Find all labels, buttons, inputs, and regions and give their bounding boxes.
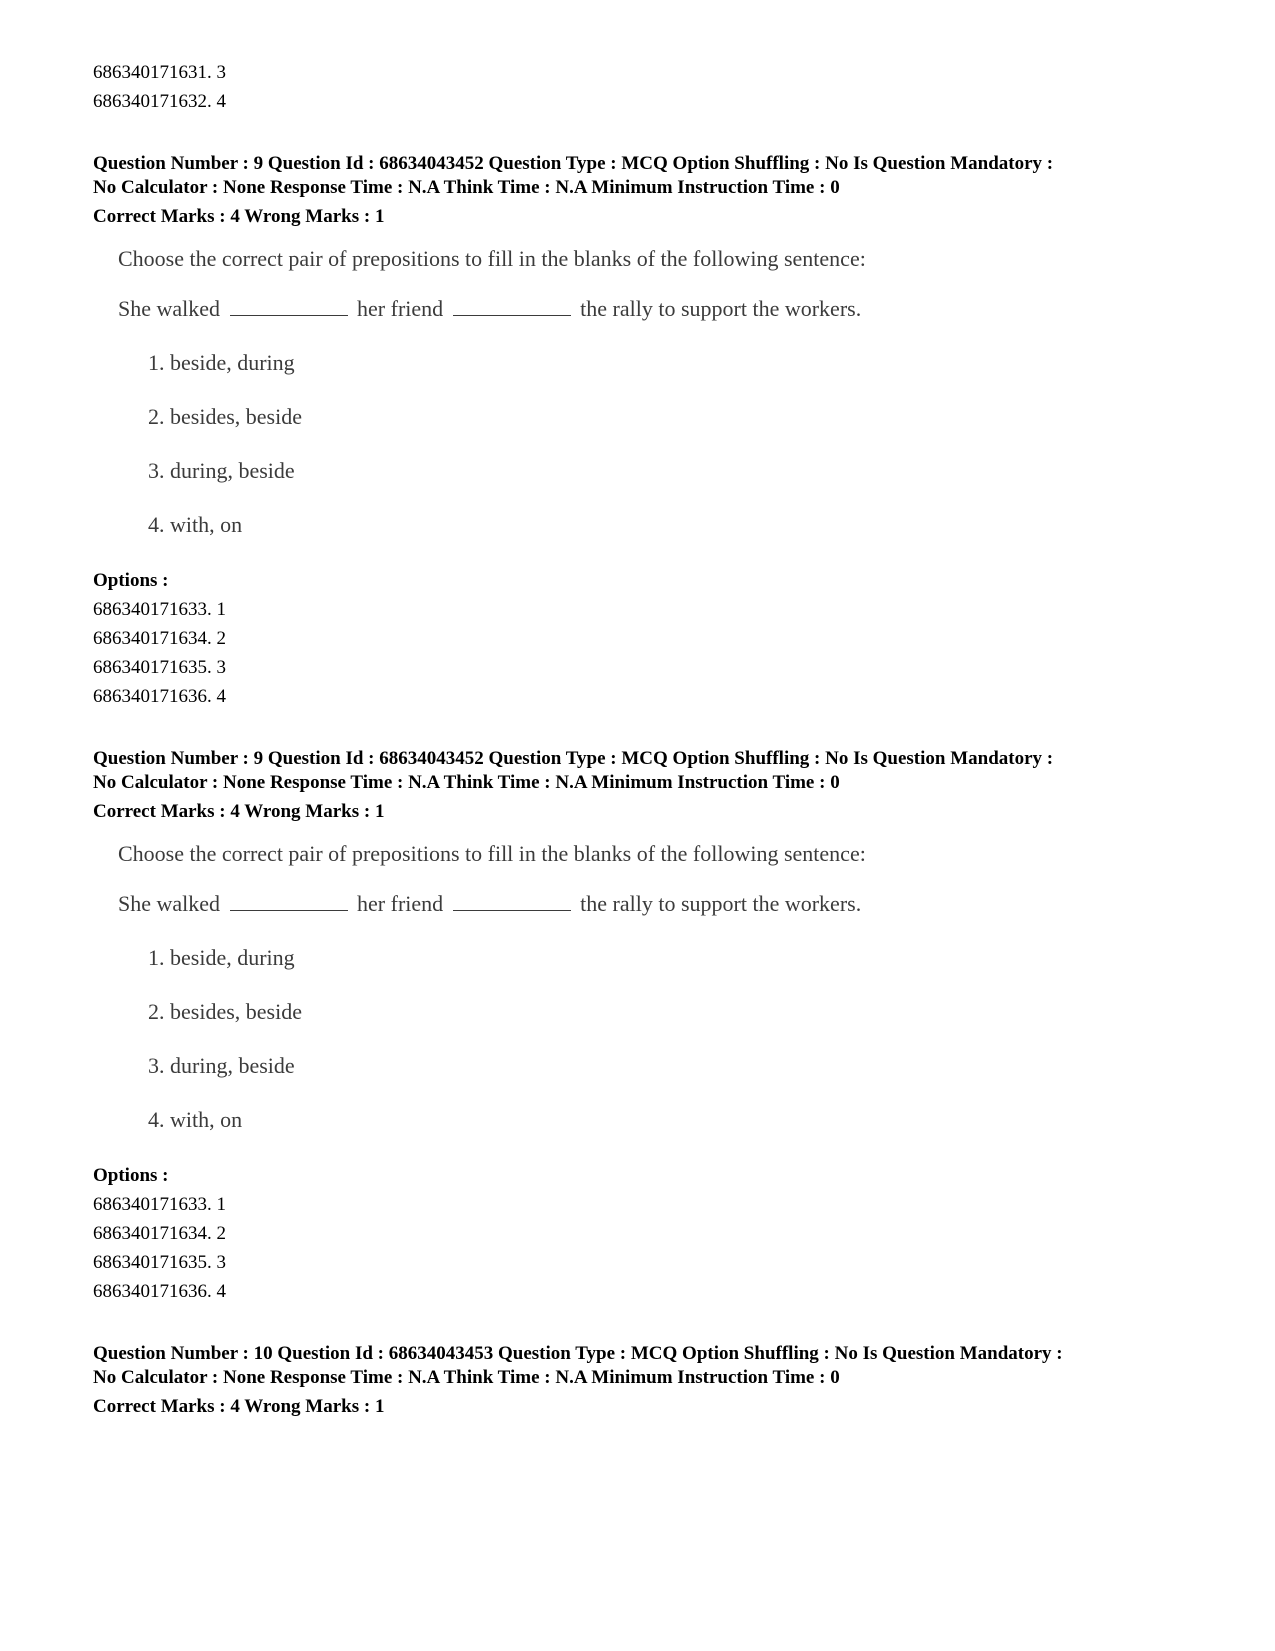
question-block	[93, 152, 1213, 711]
question-sentence	[118, 294, 1213, 324]
question-meta-line: Question Number : 9 Question Id : 68634043452 Question Type : MCQ Option Shuffling : No Is Question Mandatory :	[93, 748, 1054, 769]
question-meta-line: Question Number : 10 Question Id : 68634043453 Question Type : MCQ Option Shuffling : No Is Question Mandatory :	[93, 1343, 1063, 1364]
option-line: 686340171635. 3	[93, 1252, 226, 1273]
choice-item: 1. beside, during	[148, 350, 295, 375]
question-marks: Correct Marks : 4 Wrong Marks : 1	[93, 206, 385, 227]
option-line: 686340171631. 3	[93, 62, 226, 83]
options-label: Options :	[93, 1165, 169, 1186]
option-line: 686340171635. 3	[93, 657, 226, 678]
choice-item: 3. during, beside	[148, 1053, 295, 1078]
option-line: 686340171634. 2	[93, 628, 226, 649]
sentence-part: her friend	[357, 891, 444, 916]
sentence-part: her friend	[357, 296, 444, 321]
question-prompt: Choose the correct pair of prepositions to fill in the blanks of the following sentence:	[118, 246, 866, 271]
choice-item: 3. during, beside	[148, 458, 295, 483]
question-prompt: Choose the correct pair of prepositions to fill in the blanks of the following sentence:	[118, 841, 866, 866]
question-marks: Correct Marks : 4 Wrong Marks : 1	[93, 801, 385, 822]
blank-line	[230, 295, 348, 316]
question-sentence	[118, 889, 1213, 919]
question-body	[118, 244, 1213, 540]
question-meta-line: No Calculator : None Response Time : N.A Think Time : N.A Minimum Instruction Time : 0	[93, 177, 840, 198]
sentence-part: the rally to support the workers.	[580, 296, 862, 321]
question-block	[93, 747, 1213, 1306]
sentence-part: She walked	[118, 296, 221, 321]
question-meta-line: No Calculator : None Response Time : N.A Think Time : N.A Minimum Instruction Time : 0	[93, 1367, 840, 1388]
option-line: 686340171636. 4	[93, 686, 226, 707]
option-line: 686340171634. 2	[93, 1223, 226, 1244]
question-block	[93, 1342, 1213, 1422]
choice-item: 2. besides, beside	[148, 999, 302, 1024]
document-page	[93, 58, 1213, 1422]
option-line: 686340171633. 1	[93, 1194, 226, 1215]
blank-line	[453, 890, 571, 911]
choice-list	[118, 943, 1213, 1135]
option-line: 686340171632. 4	[93, 91, 226, 112]
sentence-part: She walked	[118, 891, 221, 916]
question-marks: Correct Marks : 4 Wrong Marks : 1	[93, 1396, 385, 1417]
option-line: 686340171636. 4	[93, 1281, 226, 1302]
question-meta-line: Question Number : 9 Question Id : 68634043452 Question Type : MCQ Option Shuffling : No Is Question Mandatory :	[93, 153, 1054, 174]
choice-list	[118, 348, 1213, 540]
choice-item: 4. with, on	[148, 512, 243, 537]
question-meta-line: No Calculator : None Response Time : N.A Think Time : N.A Minimum Instruction Time : 0	[93, 772, 840, 793]
option-line: 686340171633. 1	[93, 599, 226, 620]
question-body	[118, 839, 1213, 1135]
blank-line	[453, 295, 571, 316]
options-label: Options :	[93, 570, 169, 591]
choice-item: 1. beside, during	[148, 945, 295, 970]
blank-line	[230, 890, 348, 911]
sentence-part: the rally to support the workers.	[580, 891, 862, 916]
choice-item: 4. with, on	[148, 1107, 243, 1132]
choice-item: 2. besides, beside	[148, 404, 302, 429]
